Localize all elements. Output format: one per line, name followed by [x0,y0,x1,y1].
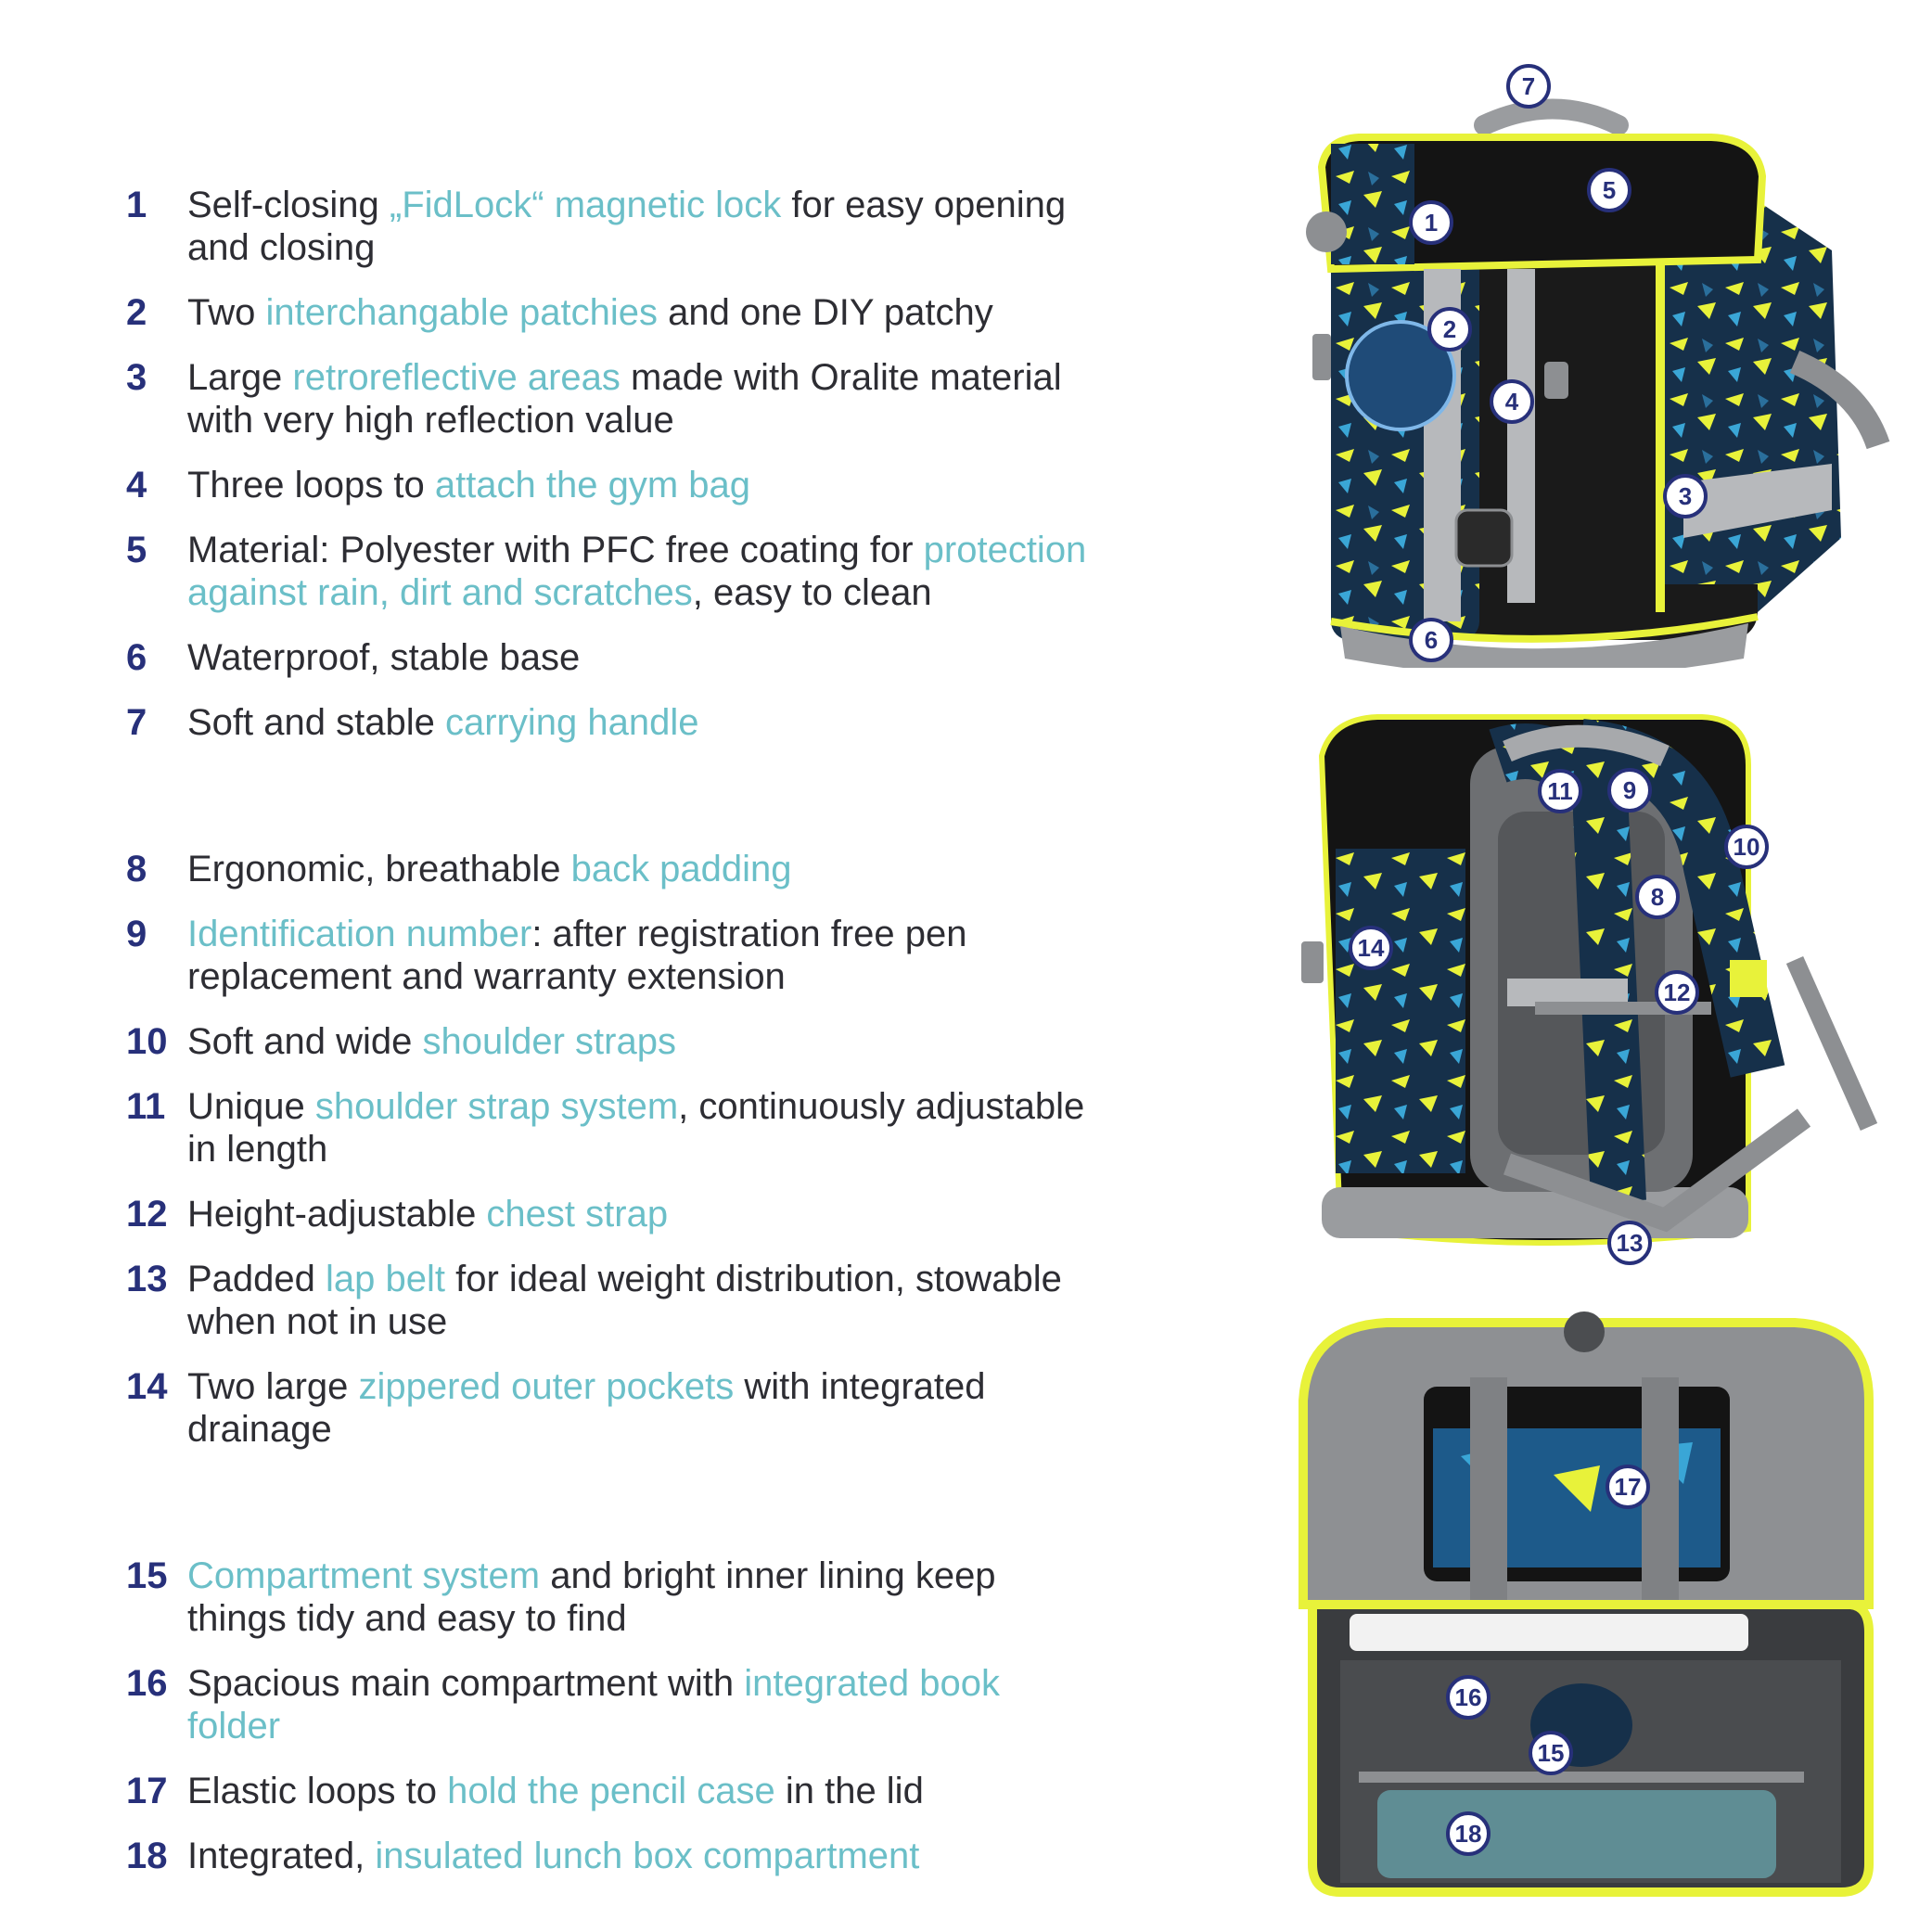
feature-highlight: hold the pencil case [447,1771,775,1811]
feature-highlight: lap belt [326,1259,446,1299]
feature-text [187,848,1091,890]
feature-highlight: retroreflective areas [292,357,621,398]
feature-number: 8 [126,849,147,889]
callout-16 [1445,1674,1491,1721]
callout-label: 16 [1454,1683,1482,1711]
feature-highlight: chest strap [486,1194,669,1235]
feature-number: 14 [126,1366,168,1407]
feature-item-3 [126,356,1091,441]
feature-item-2 [126,291,1091,334]
feature-text [187,1835,1091,1877]
feature-number: 10 [126,1021,168,1062]
feature-number: 9 [126,914,147,954]
callout-label: 15 [1537,1739,1565,1767]
feature-item-16 [126,1662,1091,1747]
feature-text-part: for easy opening and closing [187,185,1067,268]
feature-text [187,291,1091,334]
feature-highlight: shoulder strap system [314,1086,679,1127]
feature-text-part: and one DIY patchy [658,292,993,333]
feature-text-part: , continuously adjustable in length [187,1086,1085,1170]
feature-text [187,356,1091,441]
feature-text-part: Large [187,357,293,398]
feature-text-part: Self-closing [187,185,390,225]
feature-text-part: Spacious main compartment with [187,1663,745,1704]
callout-3 [1662,473,1708,519]
callout-label: 13 [1616,1229,1644,1257]
feature-text [187,1770,1091,1812]
feature-text [187,1193,1091,1235]
feature-number: 1 [126,185,147,225]
feature-text [187,184,1091,269]
feature-number: 5 [126,530,147,570]
callout-15 [1528,1730,1574,1776]
feature-number: 2 [126,292,147,333]
feature-number: 18 [126,1836,168,1876]
feature-text-part: Three loops to [187,465,435,505]
feature-text-part: and bright inner lining keep things tidy and easy to find [187,1555,996,1639]
feature-item-1 [126,184,1091,269]
feature-text-part: Padded [187,1259,326,1299]
feature-item-17 [126,1770,1091,1812]
feature-highlight: attach the gym bag [434,465,751,505]
callout-9 [1606,767,1653,813]
feature-item-5 [126,529,1091,614]
callout-1 [1408,199,1454,246]
feature-number: 11 [126,1086,166,1127]
callout-label: 2 [1442,315,1457,343]
callout-5 [1586,167,1632,213]
feature-highlight: interchangable patchies [265,292,659,333]
feature-number: 16 [126,1663,168,1704]
callout-label: 11 [1547,777,1573,805]
callout-label: 5 [1602,176,1617,204]
feature-highlight: shoulder straps [422,1021,676,1062]
feature-text [187,1365,1091,1451]
section-gap [126,766,1091,848]
feature-text [187,464,1091,506]
feature-text-part: Material: Polyester with PFC free coating for [187,530,924,570]
feature-item-18 [126,1835,1091,1877]
feature-text-part: Ergonomic, breathable [187,849,571,889]
feature-text-part: Integrated, [187,1836,376,1876]
callout-label: 18 [1454,1820,1482,1848]
callout-13 [1606,1220,1653,1266]
feature-item-6 [126,636,1091,679]
backpack-inner-image [1275,1289,1906,1897]
feature-highlight: integrated book folder [187,1663,1001,1746]
callout-10 [1723,824,1770,870]
feature-text [187,913,1091,998]
callout-label: 4 [1504,388,1519,416]
callout-label: 10 [1733,833,1760,861]
feature-number: 15 [126,1555,168,1596]
feature-text-part: Waterproof, stable base [187,637,581,678]
feature-text-part: Soft and stable [187,702,445,743]
feature-list [126,184,1091,1900]
feature-item-9 [126,913,1091,998]
callout-4 [1489,378,1535,425]
feature-text [187,529,1091,614]
feature-text-part: with integrated drainage [187,1366,986,1450]
feature-text [187,636,1091,679]
feature-item-11 [126,1085,1091,1171]
callout-label: 6 [1424,626,1439,654]
feature-item-12 [126,1193,1091,1235]
feature-highlight: protection against rain, dirt and scratches [187,530,1087,613]
feature-text [187,1258,1091,1343]
feature-number: 7 [126,702,147,743]
section-gap [126,1473,1091,1555]
feature-highlight: carrying handle [444,702,699,743]
feature-text-part: Soft and wide [187,1021,423,1062]
feature-text [187,1662,1091,1747]
feature-text [187,1555,1091,1640]
callout-label: 1 [1424,209,1439,237]
callout-12 [1654,969,1700,1016]
callout-11 [1537,768,1583,814]
feature-highlight: back padding [570,849,792,889]
feature-text [187,1020,1091,1063]
feature-highlight: insulated lunch box compartment [375,1836,920,1876]
feature-text-part: made with Oralite material with very high reflection value [187,357,1062,441]
feature-item-10 [126,1020,1091,1063]
callout-label: 12 [1663,979,1691,1006]
feature-highlight: zippered outer pockets [358,1366,735,1407]
feature-number: 4 [126,465,147,505]
callout-18 [1445,1810,1491,1857]
feature-text-part: in the lid [774,1771,924,1811]
feature-item-7 [126,701,1091,744]
callout-label: 7 [1521,72,1536,100]
feature-text-part: Two large [187,1366,359,1407]
feature-number: 13 [126,1259,168,1299]
feature-item-8 [126,848,1091,890]
feature-highlight: Compartment system [187,1555,541,1596]
callout-2 [1427,306,1473,352]
backpack-back-image [1275,682,1906,1280]
feature-item-13 [126,1258,1091,1343]
callout-17 [1605,1464,1651,1510]
callout-label: 14 [1357,934,1385,962]
feature-text-part: for ideal weight distribution, stowable when not in use [187,1259,1062,1342]
feature-highlight: „FidLock“ magnetic lock [389,185,782,225]
feature-item-15 [126,1555,1091,1640]
feature-text [187,1085,1091,1171]
callout-label: 8 [1650,883,1665,911]
callout-7 [1505,63,1552,109]
feature-text-part: , easy to clean [692,572,932,613]
feature-number: 3 [126,357,147,398]
feature-highlight: Identification number [187,914,532,954]
backpack-front-image [1275,56,1906,668]
feature-text [187,701,1091,744]
feature-text-part: Height-adjustable [187,1194,487,1235]
callout-8 [1634,874,1681,920]
feature-text-part: Two [187,292,266,333]
callout-14 [1348,925,1394,971]
feature-item-4 [126,464,1091,506]
feature-item-14 [126,1365,1091,1451]
feature-text-part: Elastic loops to [187,1771,448,1811]
feature-text-part: Unique [187,1086,315,1127]
callout-label: 9 [1622,776,1637,804]
feature-number: 6 [126,637,147,678]
feature-number: 12 [126,1194,168,1235]
feature-text-part: : after registration free pen replacement and warranty extension [187,914,967,997]
callout-6 [1408,617,1454,663]
feature-number: 17 [126,1771,168,1811]
callout-label: 17 [1614,1473,1642,1501]
callout-label: 3 [1678,482,1693,510]
